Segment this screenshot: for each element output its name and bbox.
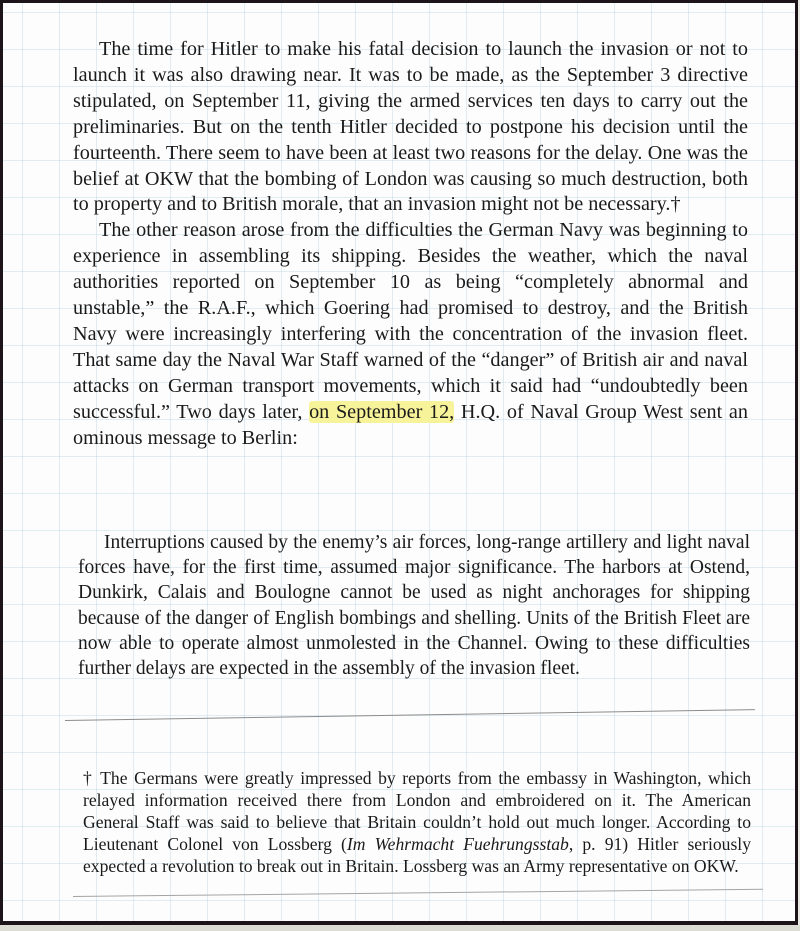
paragraph-1 bbox=[73, 37, 748, 218]
footnote-text-start: The Germans were greatly impressed by reports from the embassy in Washington, which relayed information received there from London and embroidered on it. The American General Staff was said to believe that Britain couldn’t hold out much longer. According to Lieutenant Colonel von Lossberg ( bbox=[83, 768, 752, 854]
paragraph-2 bbox=[73, 218, 748, 451]
footnote bbox=[83, 767, 751, 877]
block-quote bbox=[78, 530, 750, 681]
paragraph-2-text-start: The other reason arose from the difficulties the German Navy was beginning to experience in assembling its shipping. Besides the weather, which the naval authorities reported on September 10 as being “completely abnormal and unstable,” the R.A.F., which Goering had promised to destroy, and the British Navy were increasingly interfering with the concentration of the invasion fleet. That same day the Naval War Staff warned of the “danger” of British air and naval attacks on German transport movements, which it said had “undoubtedly been successful.” Two days later, bbox=[73, 219, 748, 423]
paragraph-1-text: The time for Hitler to make his fatal decision to launch the invasion or not to launch it was also drawing near. It was to be made, as the September 3 directive stipulated, on September 11, giving the armed services ten days to carry out the preliminaries. But on the tenth Hitler decided to postpone his decision until the fourteenth. There seem to have been at least two reasons for the delay. One was the belief at OKW that the bombing of London was causing so much destruction, both to property and to British morale, that an invasion might not be necessary. bbox=[73, 38, 748, 216]
page-edge-shadow bbox=[0, 925, 800, 931]
block-quote-text: Interruptions caused by the enemy’s air forces, long-range artillery and light naval forces have, for the first time, assumed major significance. The harbors at Ostend, Dunkirk, Calais and Boulogne cannot be used as night anchorages for shipping because of the danger of English bombings and shelling. Units of the British Fleet are now able to operate almost unmolested in the Channel. Owing to these difficulties further delays are expected in the assembly of the invasion fleet. bbox=[78, 532, 750, 680]
footnote-dagger: † bbox=[83, 768, 94, 788]
paragraph-2-text-end: H.Q. of Naval Group West sent an ominous message to Berlin: bbox=[73, 400, 748, 449]
highlighted-text: on September 12, bbox=[309, 400, 455, 423]
footnote-marker[interactable]: † bbox=[670, 193, 681, 216]
bottom-divider bbox=[73, 889, 763, 897]
footnote-text-end: , p. 91) Hitler seriously expected a revolution to break out in Britain. Lossberg was an Army representative on OKW. bbox=[83, 834, 751, 876]
main-body-text bbox=[73, 37, 748, 452]
footnote-paragraph bbox=[83, 767, 751, 877]
footnote-divider bbox=[65, 709, 755, 721]
footnote-citation-title: Im Wehrmacht Fuehrungsstab bbox=[346, 834, 569, 854]
